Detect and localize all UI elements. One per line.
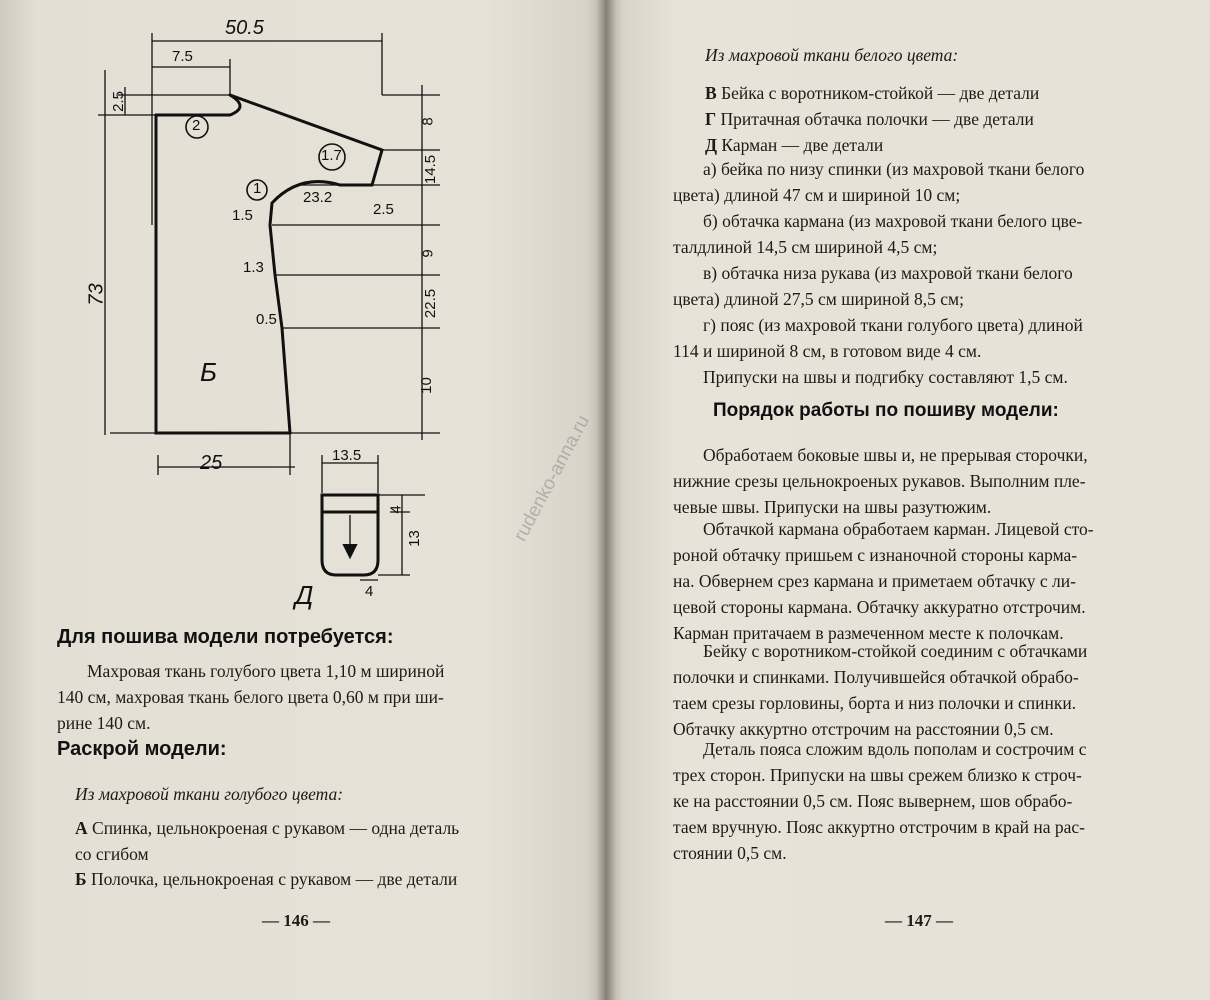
facings-list bbox=[673, 156, 1163, 390]
dim-length-73: 73 bbox=[85, 283, 108, 306]
list-line: талдлиной 14,5 см шириной 4,5 см; bbox=[673, 237, 938, 257]
dim-seam-9: 9 bbox=[419, 249, 437, 258]
item-d-letter: Д bbox=[705, 135, 718, 155]
item-v-text: Бейка с воротником-стойкой — две детали bbox=[721, 83, 1040, 103]
needed-line: 140 см, махровая ткань белого цвета 0,60 м при ши- bbox=[57, 687, 444, 707]
book-gutter bbox=[596, 0, 616, 1000]
list-line: в) обтачка низа рукава (из махровой ткани белого bbox=[703, 263, 1073, 283]
dim-total-width: 50.5 bbox=[225, 17, 264, 39]
page-number-left: — 146 — bbox=[262, 911, 330, 930]
marker-2: 2 bbox=[192, 117, 201, 134]
dim-bottom-25: 25 bbox=[200, 452, 223, 474]
needed-line: рине 140 см. bbox=[57, 713, 151, 733]
dim-hem-10: 10 bbox=[417, 377, 435, 394]
text-line: Обработаем боковые швы и, не прерывая сторочки, bbox=[703, 445, 1088, 465]
list-line: 114 и шириной 8 см, в готовом виде 4 см. bbox=[673, 341, 982, 361]
text-line: стоянии 0,5 см. bbox=[673, 843, 787, 863]
dim-pocket-4: 4 bbox=[387, 505, 405, 514]
dim-pocket-4b: 4 bbox=[365, 583, 374, 600]
text-line: Деталь пояса сложим вдоль пополам и сострочим с bbox=[703, 739, 1087, 759]
dim-pocket-width: 13.5 bbox=[332, 447, 362, 464]
needed-line: Махровая ткань голубого цвета 1,10 м шириной bbox=[87, 661, 445, 681]
page-number-right: — 147 — bbox=[885, 911, 953, 930]
dim-shoulder-drop: 8 bbox=[419, 117, 437, 126]
white-items bbox=[705, 80, 1165, 158]
text-line: таем вручную. Пояс аккуртно отстрочим в край на рас- bbox=[673, 817, 1085, 837]
blue-fabric-label: Из махровой ткани голубого цвета: bbox=[75, 784, 344, 804]
dim-armhole-width: 23.2 bbox=[303, 189, 333, 206]
text-line: таем срезы горловины, борта и низ полочки и спинки. bbox=[673, 693, 1077, 713]
item-a bbox=[75, 815, 555, 867]
text-line: Обтачкой кармана обработаем карман. Лицевой сто- bbox=[703, 519, 1094, 539]
order-paragraph-3 bbox=[673, 638, 1163, 742]
item-g-letter: Г bbox=[705, 109, 717, 129]
list-line: цвета) длиной 27,5 см шириной 8,5 см; bbox=[673, 289, 964, 309]
list-line: а) бейка по низу спинки (из махровой ткани белого bbox=[703, 159, 1085, 179]
text-line: трех сторон. Припуски на швы срежем близко к строч- bbox=[673, 765, 1082, 785]
pattern-diagram bbox=[60, 15, 460, 615]
allowance-line: Припуски на швы и подгибку составляют 1,5 см. bbox=[703, 367, 1068, 387]
item-b-letter: Б bbox=[75, 869, 87, 889]
order-heading: Порядок работы по пошиву модели: bbox=[713, 400, 1059, 421]
needed-heading: Для пошива модели потребуется: bbox=[57, 626, 394, 648]
piece-label-d: Д bbox=[295, 580, 314, 610]
white-fabric-label: Из махровой ткани белого цвета: bbox=[705, 45, 959, 65]
dim-sleeve-step: 2.5 bbox=[373, 201, 394, 218]
text-line: чевые швы. Припуски на швы разутюжим. bbox=[673, 497, 992, 517]
order-paragraph-1 bbox=[673, 442, 1163, 520]
piece-label-b: Б bbox=[200, 357, 217, 387]
list-line: цвета) длиной 47 см и шириной 10 см; bbox=[673, 185, 961, 205]
needed-paragraph bbox=[57, 658, 557, 736]
text-line: роной обтачку пришьем с изнаночной стороны карма- bbox=[673, 545, 1078, 565]
text-line: на. Обвернем срез кармана и приметаем обтачку с ли- bbox=[673, 571, 1076, 591]
list-line: б) обтачка кармана (из махровой ткани белого цве- bbox=[703, 211, 1083, 231]
dim-pocket-13: 13 bbox=[405, 530, 423, 547]
order-paragraph-2 bbox=[673, 516, 1163, 646]
item-a-letter: А bbox=[75, 818, 88, 838]
list-line: г) пояс (из махровой ткани голубого цвета) длиной bbox=[703, 315, 1083, 335]
marker-17: 1.7 bbox=[321, 147, 342, 164]
text-line: Карман притачаем в размеченном месте к полочкам. bbox=[673, 623, 1064, 643]
item-b-text: Полочка, цельнокроеная с рукавом — две детали bbox=[90, 869, 458, 889]
item-a-text-cont: со сгибом bbox=[75, 844, 149, 864]
dim-offset-13: 1.3 bbox=[243, 259, 264, 276]
dim-offset-05: 0.5 bbox=[256, 311, 277, 328]
cut-heading: Раскрой модели: bbox=[57, 738, 227, 760]
dim-neck-depth: 2.5 bbox=[109, 91, 127, 112]
dim-seam-225: 22.5 bbox=[422, 288, 440, 319]
text-line: полочки и спинками. Получившейся обтачкой обрабо- bbox=[673, 667, 1079, 687]
item-g-text: Притачная обтачка полочки — две детали bbox=[720, 109, 1034, 129]
dim-offset-15: 1.5 bbox=[232, 207, 253, 224]
text-line: Обтачку аккуртно отстрочим на расстоянии 0,5 см. bbox=[673, 719, 1054, 739]
item-d-text: Карман — две детали bbox=[721, 135, 884, 155]
item-a-text: Спинка, цельнокроеная с рукавом — одна деталь bbox=[92, 818, 460, 838]
order-paragraph-4 bbox=[673, 736, 1163, 866]
text-line: ке на расстоянии 0,5 см. Пояс вывернем, шов обрабо- bbox=[673, 791, 1073, 811]
item-v-letter: В bbox=[705, 83, 717, 103]
marker-1: 1 bbox=[253, 180, 262, 197]
item-b bbox=[75, 866, 555, 892]
text-line: Бейку с воротником-стойкой соединим с обтачками bbox=[703, 641, 1088, 661]
text-line: нижние срезы цельнокроеных рукавов. Выполним пле- bbox=[673, 471, 1086, 491]
dim-armhole-height: 14.5 bbox=[422, 154, 440, 185]
text-line: цевой стороны кармана. Обтачку аккуратно отстрочим. bbox=[673, 597, 1086, 617]
watermark: rudenko-anna.ru bbox=[510, 411, 595, 545]
dim-neck-width: 7.5 bbox=[172, 48, 193, 65]
